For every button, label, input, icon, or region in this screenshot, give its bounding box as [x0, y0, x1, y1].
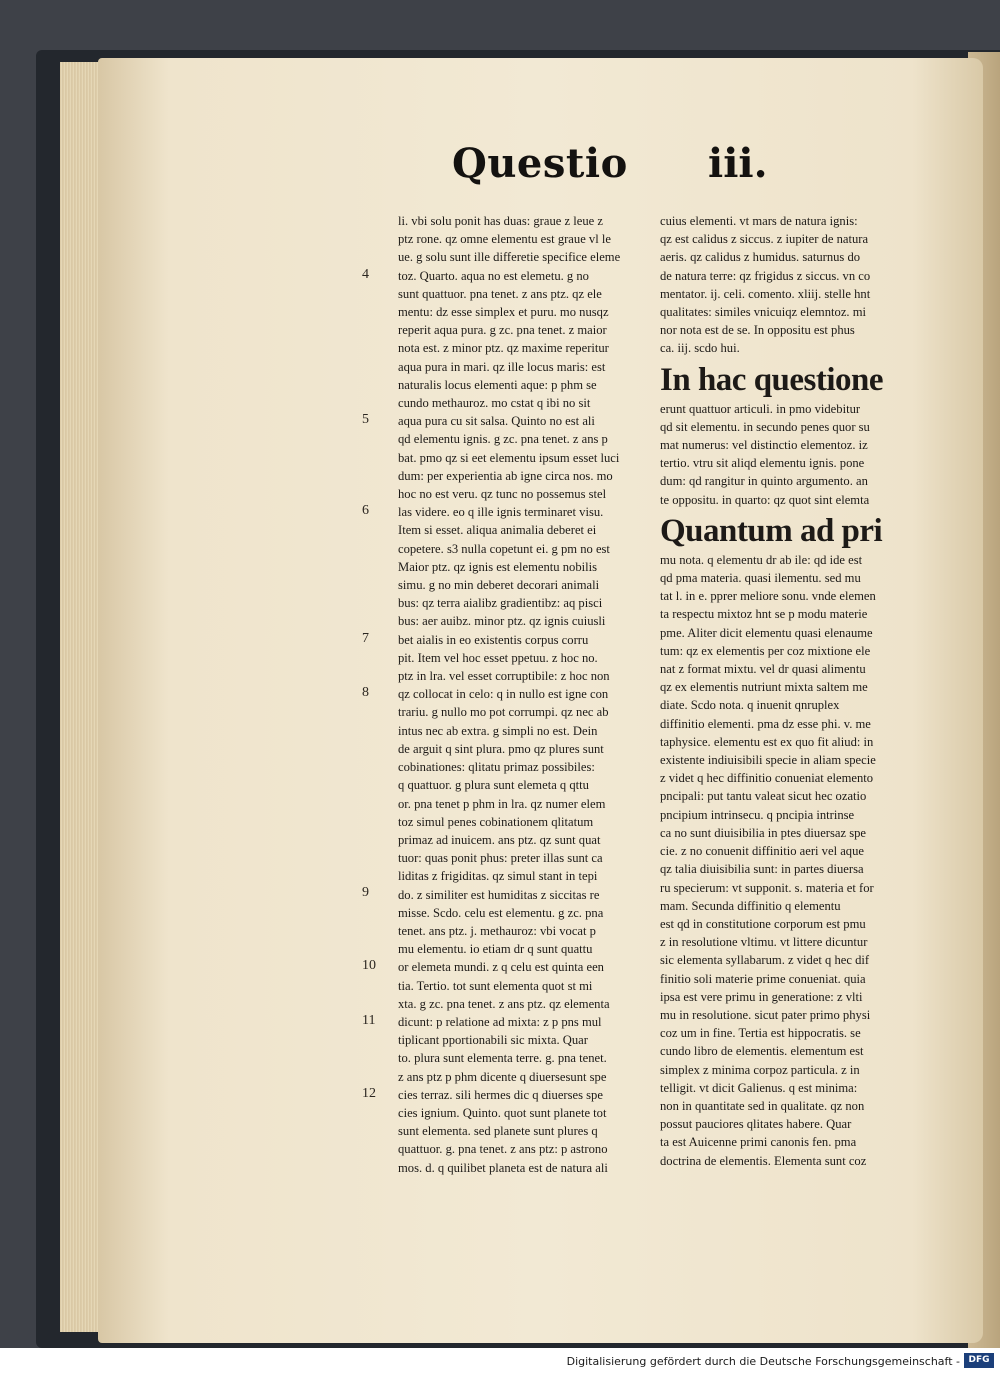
text-line: non in quantitate sed in qualitate. qz non: [660, 1098, 865, 1113]
text-line: aqua pura in mari. qz ille locus maris: est: [398, 359, 606, 374]
text-line: ptz in lra. vel esset corruptibile: z hoc non: [398, 669, 610, 684]
section-heading-quantum: Quantum ad pri: [660, 512, 883, 549]
text-line: aqua pura cu sit salsa. Quinto no est ali: [398, 414, 595, 429]
text-line: est qd in constitutione corporum est pmu: [660, 916, 866, 931]
page-edges: [60, 62, 100, 1332]
text-line: bus: qz terra aialibz gradientibz: aq pisci: [398, 596, 603, 611]
text-line: sic elementa syllabarum. z videt q hec dif: [660, 953, 870, 968]
text-line: qd elementu ignis. g zc. pna tenet. z ans p: [398, 432, 608, 447]
text-line: mentator. ij. celi. comento. xliij. stelle hnt: [660, 286, 871, 301]
text-line: bet aialis in eo existentis corpus corru: [398, 632, 589, 647]
text-line: ptz rone. qz omne elementu est graue vl le: [398, 232, 611, 247]
text-line: finitio soli materie prime conueniat. quia: [660, 971, 866, 986]
text-line: tiplicant pportionabili sic mixta. Quar: [398, 1033, 588, 1048]
dfg-logo: DFG: [964, 1353, 994, 1368]
text-line: mos. d. q quilibet planeta est de natura ali: [398, 1160, 608, 1175]
text-line: liditas z frigiditas. qz simul stant in tepi: [398, 869, 598, 884]
text-line: copetere. s3 nulla copetunt ei. g pm no est: [398, 541, 610, 556]
text-line: cuius elementi. vt mars de natura ignis:: [660, 214, 858, 228]
text-line: cie. z no conuenit diffinitio aeri vel aque: [660, 844, 864, 859]
text-line: mu nota. q elementu dr ab ile: qd ide est: [660, 552, 863, 567]
text-line: nat z format mixtu. vel dr quasi alimentu: [660, 662, 866, 677]
text-line: q quattuor. g plura sunt elemeta q qttu: [398, 778, 589, 793]
text-line: sunt quattuor. pna tenet. z ans ptz. qz ele: [398, 286, 602, 301]
text-line: primaz ad inuicem. ans ptz. qz sunt quat: [398, 832, 601, 847]
text-line: dum: qd rangitur in quinto argumento. an: [660, 474, 868, 489]
text-line: tia. Tertio. tot sunt elementa quot st mi: [398, 978, 593, 993]
text-line: simplex z minima corpoz particula. z in: [660, 1062, 860, 1077]
text-line: qz ex elementis nutriunt mixta saltem me: [660, 680, 868, 695]
text-line: possut pauciores qlitates habere. Quar: [660, 1117, 852, 1132]
text-line: xta. g zc. pna tenet. z ans ptz. qz elementa: [398, 996, 610, 1011]
text-line: qd pma materia. quasi ilementu. sed mu: [660, 571, 861, 586]
text-line: telligit. vt dicit Galienus. q est minima:: [660, 1080, 858, 1095]
right-middle-block: [660, 400, 922, 509]
text-line: ta est Auicenne primi canonis fen. pma: [660, 1135, 857, 1150]
text-line: ta respectu mixtoz hnt se p modu materie: [660, 607, 868, 622]
text-line: ca. iij. scdo hui.: [660, 341, 740, 356]
text-line: cies ignium. Quinto. quot sunt planete tot: [398, 1105, 607, 1120]
margin-number: 7: [362, 630, 369, 646]
text-line: dum: per experientia ab igne circa nos. mo: [398, 468, 613, 483]
text-line: qz collocat in celo: q in nullo est igne con: [398, 687, 609, 702]
text-line: li. vbi solu ponit has duas: graue z leue z: [398, 214, 603, 228]
text-line: diffinitio elementi. pma dz esse phi. v. me: [660, 716, 871, 731]
text-line: naturalis locus elementi aque: p phm se: [398, 377, 597, 392]
text-line: mam. Secunda diffinitio q elementu: [660, 898, 841, 913]
footer-credit: Digitalisierung gefördert durch die Deutsche Forschungsgemeinschaft -: [566, 1355, 960, 1368]
text-line: to. plura sunt elementa terre. g. pna tenet.: [398, 1051, 607, 1066]
text-line: tat l. in e. pprer meliore sonu. vnde elemen: [660, 589, 876, 604]
left-text-column: [398, 212, 650, 1177]
text-line: do. z similiter est humiditas z siccitas re: [398, 887, 600, 902]
margin-number: 5: [362, 412, 369, 428]
text-line: mentu: dz esse simplex et puru. mo nusqz: [398, 305, 609, 320]
section-heading-in-hac-questione: In hac questione: [660, 361, 884, 398]
text-line: tertio. vtru sit aliqd elementu ignis. pone: [660, 456, 865, 471]
text-line: tenet. ans ptz. j. methauroz: vbi vocat p: [398, 923, 596, 938]
text-line: diate. Scdo nota. q inuenit qnruplex: [660, 698, 840, 713]
text-line: nor nota est de se. In oppositu est phus: [660, 323, 855, 338]
text-line: existente indiuisibili specie in aliam specie: [660, 753, 876, 768]
text-line: Maior ptz. qz ignis est elementu nobilis: [398, 559, 598, 574]
text-line: te oppositu. in quarto: qz quot sint elemta: [660, 492, 870, 507]
text-line: nota est. z minor ptz. qz maxime reperitur: [398, 341, 609, 356]
text-line: qd sit elementu. in secundo penes quor su: [660, 419, 870, 434]
text-line: cundo methauroz. mo cstat q ibi no sit: [398, 396, 591, 411]
text-line: bus: aer auibz. minor ptz. qz ignis cuiusli: [398, 614, 606, 629]
text-line: simu. g no min deberet decorari animali: [398, 578, 600, 593]
text-line: cobinationes: qlitatu primaz possibiles:: [398, 760, 595, 775]
text-line: reperit aqua pura. g zc. pna tenet. z maior: [398, 323, 607, 338]
text-line: qualitates: similes vnicuiqz elemntoz. mi: [660, 305, 867, 320]
text-line: cundo libro de elementis. elementum est: [660, 1044, 864, 1059]
text-line: misse. Scdo. celu est elementu. g zc. pna: [398, 905, 604, 920]
text-line: bat. pmo qz si eet elementu ipsum esset luci: [398, 450, 620, 465]
margin-number: 11: [362, 1012, 376, 1028]
text-line: qz est calidus z siccus. z iupiter de natura: [660, 232, 869, 247]
text-line: coz um in fine. Tertia est hippocratis. se: [660, 1026, 861, 1041]
text-line: pit. Item vel hoc esset ppetuu. z hoc no.: [398, 650, 598, 665]
text-line: intus nec ab extra. g simpli no est. Dein: [398, 723, 598, 738]
text-line: de arguit q sint plura. pmo qz plures sunt: [398, 741, 604, 756]
text-line: tum: qz ex elementis per coz mixtione ele: [660, 643, 871, 658]
text-line: ue. g solu sunt ille differetie specifice eleme: [398, 250, 621, 265]
text-line: quattuor. g. pna tenet. z ans ptz: p astrono: [398, 1142, 608, 1157]
right-intro-block: [660, 212, 922, 358]
text-line: sunt elementa. sed planete sunt plures q: [398, 1124, 598, 1139]
text-line: erunt quattuor articuli. in pmo videbitur: [660, 401, 861, 416]
text-line: tuor: quas ponit phus: preter illas sunt ca: [398, 851, 603, 866]
right-text-column: [660, 212, 922, 1170]
running-head-left: Questio: [452, 140, 628, 187]
text-line: z in resolutione vltimu. vt littere dicuntur: [660, 935, 868, 950]
text-line: hoc no est veru. qz tunc no possemus stel: [398, 487, 607, 502]
text-line: qz talia diuisibilia sunt: in partes diuersa: [660, 862, 864, 877]
text-line: las videre. eo q ille ignis terminaret visu.: [398, 505, 604, 520]
text-line: dicunt: p relatione ad mixta: z p pns mul: [398, 1014, 602, 1029]
text-line: taphysice. elementu est ex quo fit aliud: in: [660, 734, 874, 749]
text-line: mu elementu. io etiam dr q sunt quattu: [398, 942, 593, 957]
margin-number: 9: [362, 885, 369, 901]
text-line: doctrina de elementis. Elementa sunt coz: [660, 1153, 867, 1168]
text-line: pncipali: put tantu valeat sicut hec ozatio: [660, 789, 867, 804]
margin-number: 8: [362, 685, 369, 701]
text-line: ipsa est vere primu in generatione: z vlti: [660, 989, 863, 1004]
text-line: Item si esset. aliqua animalia deberet ei: [398, 523, 597, 538]
text-line: z videt q hec diffinitio conueniat elemento: [660, 771, 874, 786]
text-line: z ans ptz p phm dicente q diuersesunt spe: [398, 1069, 607, 1084]
text-line: toz. Quarto. aqua no est elemetu. g no: [398, 268, 589, 283]
text-line: mu in resolutione. sicut pater primo physi: [660, 1007, 871, 1022]
text-line: trariu. g nullo mo pot corrumpi. qz nec ab: [398, 705, 609, 720]
text-line: or elemeta mundi. z q celu est quinta een: [398, 960, 604, 975]
text-line: ca no sunt diuisibilia in ptes diuersaz spe: [660, 825, 867, 840]
running-head-right: iii.: [708, 140, 768, 187]
margin-number: 12: [362, 1085, 376, 1101]
text-line: pncipium intrinsecu. q pncipia intrinse: [660, 807, 855, 822]
text-line: cies terraz. sili hermes dic q diuerses spe: [398, 1087, 603, 1102]
text-line: aeris. qz calidus z humidus. saturnus do: [660, 250, 861, 265]
text-line: mat numerus: vel distinctio elementoz. iz: [660, 438, 868, 453]
margin-number: 4: [362, 266, 369, 282]
text-line: toz simul penes cobinationem qlitatum: [398, 814, 594, 829]
margin-number: 6: [362, 503, 369, 519]
margin-number: 10: [362, 958, 376, 974]
text-line: de natura terre: qz frigidus z siccus. vn co: [660, 268, 871, 283]
right-body-block: [660, 551, 922, 1170]
text-line: ru specierum: vt supponit. s. materia et for: [660, 880, 874, 895]
text-line: pme. Aliter dicit elementu quasi elenaume: [660, 625, 873, 640]
text-line: or. pna tenet p phm in lra. qz numer elem: [398, 796, 606, 811]
